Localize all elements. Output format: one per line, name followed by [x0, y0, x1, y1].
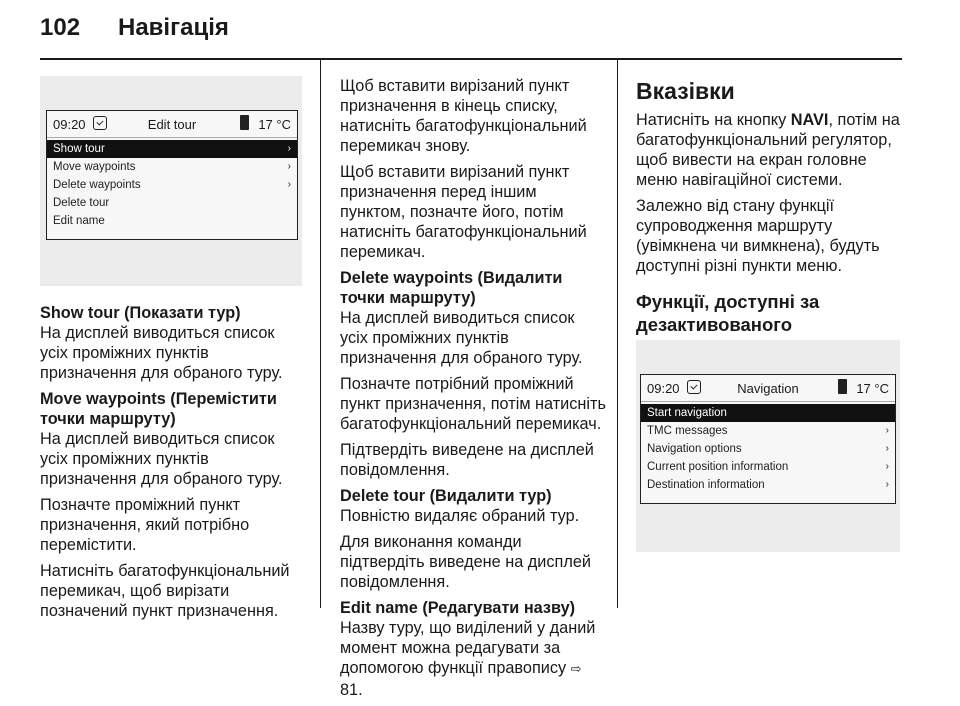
menu-item-current-position[interactable]: Current position information › — [641, 458, 895, 476]
screen-title: Navigation — [737, 381, 799, 396]
text-move-1: На дисплей виводиться список усіх проміжних пунктів призначення для обраного туру. — [40, 430, 283, 488]
display-screen — [640, 374, 896, 504]
page-reference[interactable]: 81. — [340, 681, 363, 699]
chevron-right-icon: › — [287, 143, 291, 154]
status-bar — [47, 111, 297, 138]
display-screen — [46, 110, 298, 240]
screenshot-navigation-menu — [636, 340, 900, 552]
text-edit-name: Назву туру, що виділений у даний момент можна редагувати за допомогою функції правопису ⇨ 81. — [340, 619, 596, 699]
temperature: 17 °C — [856, 381, 889, 396]
page-number: 102 — [40, 14, 81, 41]
navi-button-label: NAVI — [790, 111, 829, 129]
right-column — [636, 70, 902, 359]
menu-item-edit-name[interactable]: Edit name — [53, 215, 105, 227]
chevron-right-icon: › — [885, 479, 889, 490]
menu-item-destination-information[interactable]: Destination information › — [641, 476, 895, 494]
text-show-tour: На дисплей виводиться список усіх проміжних пунктів призначення для обраного туру. — [40, 324, 283, 382]
clock-time: 09:20 — [53, 117, 86, 132]
text-insert-end: Щоб вставити вирізаний пункт призначення в кінець списку, натисніть багатофункціональний перемикач знову. — [340, 77, 587, 155]
menu-item-start-navigation[interactable]: Start navigation — [641, 404, 895, 422]
menu-item-show-tour[interactable]: Show tour › — [47, 140, 297, 158]
text-insert-before: Щоб вставити вирізаний пункт призначення перед іншим пунктом, позначте його, потім натисніть багатофункціональний перемикач. — [340, 163, 587, 261]
screen-title: Edit tour — [147, 117, 197, 132]
chevron-right-icon: › — [885, 443, 889, 454]
heading-functions-deactivated: Функції, доступні за дезактивованого — [636, 291, 820, 335]
text-menu-states: Залежно від стану функції супроводження маршруту (увімкнена чи вимкнена), будуть доступні різні пункти меню. — [636, 197, 880, 275]
text-move-3: Натисніть багатофункціональний перемикач, щоб вирізати позначений пункт призначення. — [40, 562, 290, 620]
status-bar — [641, 375, 895, 402]
chevron-right-icon: › — [287, 179, 291, 190]
text-move-2: Позначте проміжний пункт призначення, який потрібно перемістити. — [40, 496, 250, 554]
heading-hints: Вказівки — [636, 78, 735, 104]
column-divider-1 — [320, 60, 321, 608]
heading-delete-tour: Delete tour (Видалити тур) — [340, 487, 552, 505]
heading-move-waypoints: Move waypoints (Перемістити точки маршруту) — [40, 390, 277, 428]
chevron-right-icon: › — [885, 425, 889, 436]
menu-item-delete-waypoints[interactable]: Delete waypoints › — [47, 176, 297, 194]
page-title: Навігація — [118, 14, 229, 41]
temperature: 17 °C — [258, 117, 291, 132]
screenshot-edit-tour — [40, 76, 302, 286]
header-divider — [40, 58, 902, 60]
text-delete-tour-1: Повністю видаляє обраний тур. — [340, 507, 580, 525]
heading-delete-waypoints: Delete waypoints (Видалити точки маршруту) — [340, 269, 563, 307]
clock-time: 09:20 — [647, 381, 680, 396]
text-delete-tour-2: Для виконання команди підтвердіть виведене на дисплей повідомлення. — [340, 533, 591, 591]
middle-column — [340, 76, 606, 706]
left-column — [40, 303, 304, 627]
menu-item-move-waypoints[interactable]: Move waypoints › — [47, 158, 297, 176]
phone-icon — [838, 379, 847, 394]
heading-edit-name: Edit name (Редагувати назву) — [340, 599, 576, 617]
chevron-right-icon: › — [287, 161, 291, 172]
text-delete-wp-3: Підтвердіть виведене на дисплей повідомлення. — [340, 441, 594, 479]
menu-item-navigation-options[interactable]: Navigation options › — [641, 440, 895, 458]
page-reference-arrow-icon: ⇨ — [570, 662, 582, 677]
text-navi-button: Натисніть на кнопку NAVI, потім на багатофункціональний регулятор, щоб вивести на екран головне меню навігаційної системи. — [636, 111, 900, 189]
text-delete-wp-1: На дисплей виводиться список усіх проміжних пунктів призначення для обраного туру. — [340, 309, 583, 367]
chevron-right-icon: › — [885, 461, 889, 472]
heading-show-tour: Show tour (Показати тур) — [40, 304, 241, 322]
phone-icon — [240, 115, 249, 130]
text-delete-wp-2: Позначте потрібний проміжний пункт призначення, потім натисніть багатофункціональний перемикач. — [340, 375, 606, 433]
menu-item-tmc-messages[interactable]: TMC messages › — [641, 422, 895, 440]
column-divider-2 — [617, 60, 618, 608]
menu-item-delete-tour[interactable]: Delete tour — [53, 197, 110, 209]
